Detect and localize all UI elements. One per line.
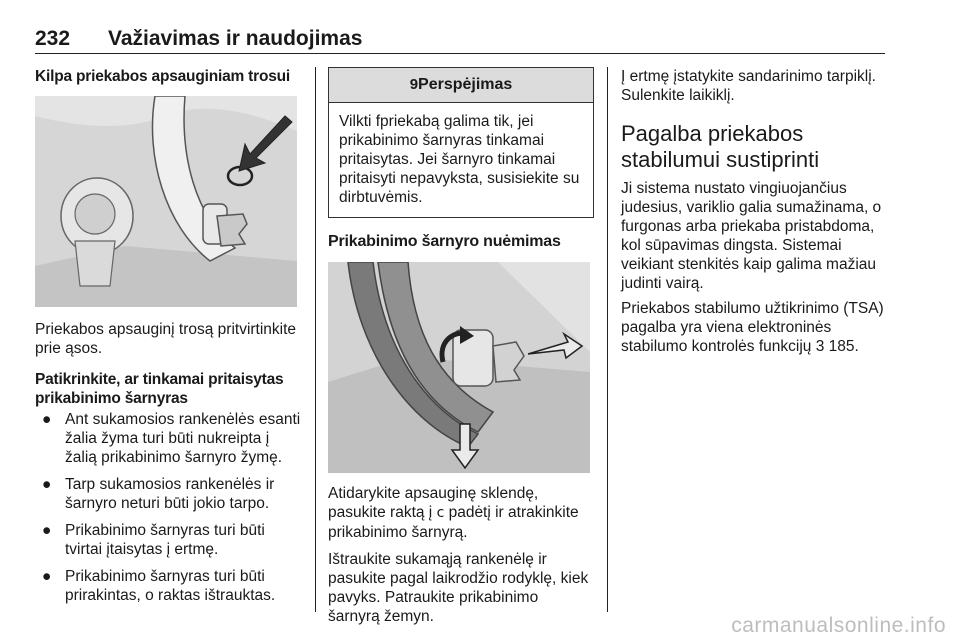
- paragraph-unlock: [328, 484, 594, 542]
- warning-text: Vilkti fpriekabą galima tik, jei prikabinimo šarnyras tinkamai pritaisytas. Jei šarnyro tinkamai pritaisyti nepavyksta, susisiekite su dirbtuvėmis.: [339, 113, 580, 206]
- warning-box: [328, 67, 594, 218]
- warning-triangle-icon: 9: [409, 76, 419, 93]
- section-heading-trailer-stability: Pagalba priekabos stabilumui sustiprinti: [621, 121, 820, 172]
- header-rule: [35, 53, 885, 54]
- section-heading-safety-cable-loop: Kilpa priekabos apsauginiam trosui: [35, 68, 291, 85]
- column-3: [621, 67, 887, 356]
- bullet-dot: ●: [42, 568, 52, 585]
- section-heading-check-fitting: Patikrinkite, ar tinkamai pritaisytas prikabinimo šarnyras: [35, 371, 284, 407]
- figure-towbar-removal: [328, 262, 590, 473]
- bullet-dot: ●: [42, 522, 52, 539]
- column-1: [35, 67, 305, 613]
- list-item: [35, 567, 305, 605]
- column-2: [328, 67, 594, 626]
- warning-title: Perspėjimas: [418, 76, 513, 93]
- list-item-text: Ant sukamosios rankenėlės esanti žalia žyma turi būti nukreipta į žalią prikabinimo šarnyro žymę.: [65, 411, 301, 466]
- list-item-text: Prikabinimo šarnyras turi būti prirakintas, o raktas ištrauktas.: [65, 568, 276, 604]
- key-position-icon: c: [436, 505, 445, 521]
- page-header: [35, 27, 885, 53]
- paragraph-tsa: [621, 299, 887, 356]
- paragraph-seal: Į ertmę įstatykite sandarinimo tarpiklį. Sulenkite laikiklį.: [621, 68, 876, 104]
- list-item-text: Prikabinimo šarnyras turi būti tvirtai įtaisytas į ertmę.: [65, 522, 265, 558]
- page-reference: 185.: [828, 338, 859, 355]
- list-item: [35, 521, 305, 559]
- page-reference-arrow-icon: 3: [815, 338, 825, 355]
- watermark: carmanualsonline.info: [731, 614, 946, 637]
- list-item: [35, 410, 305, 467]
- running-title: Važiavimas ir naudojimas: [108, 27, 363, 50]
- bullet-dot: ●: [42, 411, 52, 428]
- section-heading-removal: Prikabinimo šarnyro nuėmimas: [328, 233, 561, 250]
- list-item: [35, 475, 305, 513]
- page-number: 232: [35, 27, 71, 50]
- caption-fasten-cable: Priekabos apsauginį trosą pritvirtinkite prie ąsos.: [35, 321, 297, 357]
- column-divider-right: [607, 67, 608, 612]
- list-item-text: Tarp sukamosios rankenėlės ir šarnyro neturi būti jokio tarpo.: [65, 476, 275, 512]
- paragraph-tsa-text: Priekabos stabilumo užtikrinimo (TSA) pagalba yra viena elektroninės stabilumo kontrolės funkcijų: [621, 300, 884, 355]
- column-divider-left: [315, 67, 316, 612]
- checklist: [35, 410, 305, 605]
- paragraph-unlock-text: Atidarykite apsauginę sklendę, pasukite raktą į: [328, 485, 539, 521]
- paragraph-stability-description: Ji sistema nustato vingiuojančius judesius, variklio galia sumažinama, o furgonas arba priekaba pristabdoma, kol sūpavimas dingsta. Sistemai veikiant stenkitės kaip galima mažiau judinti vairą.: [621, 180, 882, 292]
- bullet-dot: ●: [42, 476, 52, 493]
- paragraph-pull-knob: Ištraukite sukamąją rankenėlę ir pasukite pagal laikrodžio rodyklę, kiek pavyks. Patraukite prikabinimo šarnyrą žemyn.: [328, 551, 589, 625]
- paragraph-unlock-end: padėtį ir atrakinkite prikabinimo šarnyrą.: [328, 504, 579, 541]
- figure-safety-cable-loop: [35, 96, 297, 307]
- warning-header: [329, 68, 593, 103]
